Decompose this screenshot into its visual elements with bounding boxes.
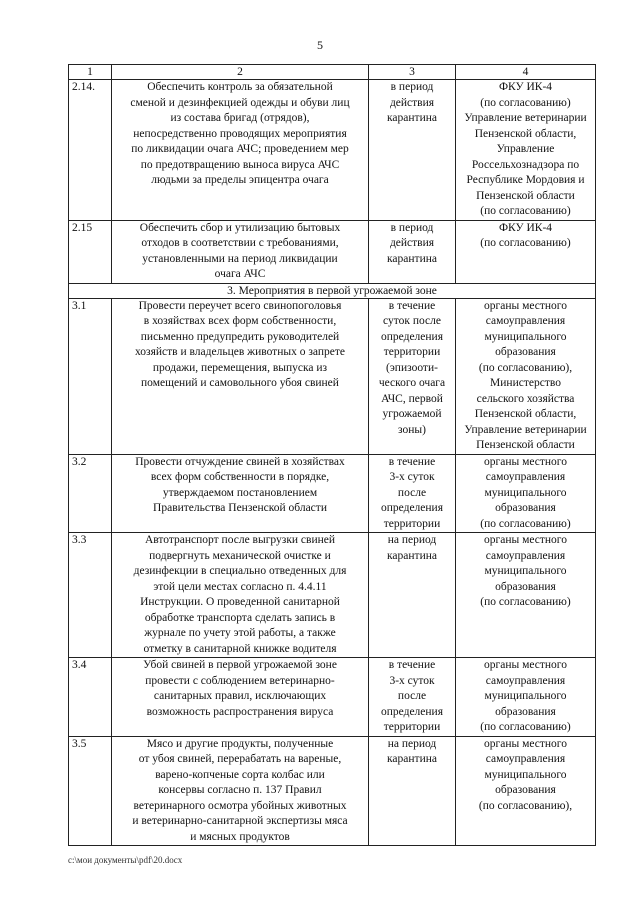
row-number: 3.1 (69, 298, 112, 454)
column-header: 3 (369, 65, 456, 80)
row-action: Провести отчуждение свиней в хозяйствах всех форм собственности в порядке, утверждаемом постановлением Правительства Пензенской области (112, 454, 369, 533)
row-period: в период действия карантина (369, 80, 456, 221)
table-row (69, 736, 596, 846)
column-header: 1 (69, 65, 112, 80)
row-responsible: органы местного самоуправления муниципального образования (по согласованию), (456, 736, 596, 846)
row-period: на период карантина (369, 736, 456, 846)
column-header: 4 (456, 65, 596, 80)
row-responsible: органы местного самоуправления муниципального образования (по согласованию) (456, 454, 596, 533)
row-number: 3.4 (69, 658, 112, 737)
row-period: в течение 3-х суток после определения территории (369, 658, 456, 737)
page-number: 5 (317, 38, 323, 52)
row-period: в период действия карантина (369, 220, 456, 283)
table-row (69, 298, 596, 454)
file-path-footer: c:\мои документы\pdf\20.docx (68, 855, 183, 865)
row-number: 2.14. (69, 80, 112, 221)
row-period: в течение 3-х суток после определения территории (369, 454, 456, 533)
row-responsible: органы местного самоуправления муниципального образования (по согласованию) (456, 658, 596, 737)
row-responsible: ФКУ ИК-4 (по согласованию) (456, 220, 596, 283)
table-row (69, 454, 596, 533)
row-period: на период карантина (369, 533, 456, 658)
row-number: 3.5 (69, 736, 112, 846)
row-action: Автотранспорт после выгрузки свиней подвергнуть механической очистке и дезинфекции в специально отведенных для этой цели местах согласно п. 4.4.11 Инструкции. О проведенной санитарной обработке транспорта сделать запись в журнале по учету этой работы, а также отметку в санитарной книжке водителя (112, 533, 369, 658)
row-action: Мясо и другие продукты, полученные от убоя свиней, перерабатать на вареные, варено-копченые сорта колбас или консервы согласно п. 137 Правил ветеринарного осмотра убойных животных и ветеринарно-санитарной экспертизы мяса и мясных продуктов (112, 736, 369, 846)
section-heading-row (69, 283, 596, 298)
table-row (69, 80, 596, 221)
section-title: 3. Мероприятия в первой угрожаемой зоне (69, 283, 596, 298)
table-header-row (69, 65, 596, 80)
row-period: в течение суток после определения территории (эпизооти- ческого очага АЧС, первой угрожаемой зоны) (369, 298, 456, 454)
table-row (69, 220, 596, 283)
table-row (69, 658, 596, 737)
row-action: Обеспечить сбор и утилизацию бытовых отходов в соответствии с требованиями, установленными на период ликвидации очага АЧС (112, 220, 369, 283)
row-responsible: ФКУ ИК-4 (по согласованию) Управление ветеринарии Пензенской области, Управление Россельхознадзора по Республике Мордовия и Пензенской области (по согласованию) (456, 80, 596, 221)
row-number: 3.2 (69, 454, 112, 533)
measures-table (68, 64, 596, 846)
row-action: Провести переучет всего свинопоголовья в хозяйствах всех форм собственности, письменно предупредить руководителей хозяйств и владельцев животных о запрете продажи, перемещения, выпуска из помещений и самовольного убоя свиней (112, 298, 369, 454)
row-responsible: органы местного самоуправления муниципального образования (по согласованию) (456, 533, 596, 658)
table-row (69, 533, 596, 658)
row-number: 3.3 (69, 533, 112, 658)
row-number: 2.15 (69, 220, 112, 283)
row-action: Обеспечить контроль за обязательной сменой и дезинфекцией одежды и обуви лиц из состава бригад (отрядов), непосредственно проводящих мероприятия по ликвидации очага АЧС; проведением мер по предотвращению выноса вируса АЧС людьми за пределы эпицентра очага (112, 80, 369, 221)
row-action: Убой свиней в первой угрожаемой зоне провести с соблюдением ветеринарно- санитарных правил, исключающих возможность распространения вируса (112, 658, 369, 737)
column-header: 2 (112, 65, 369, 80)
row-responsible: органы местного самоуправления муниципального образования (по согласованию), Министерство сельского хозяйства Пензенской области, Управление ветеринарии Пензенской области (456, 298, 596, 454)
